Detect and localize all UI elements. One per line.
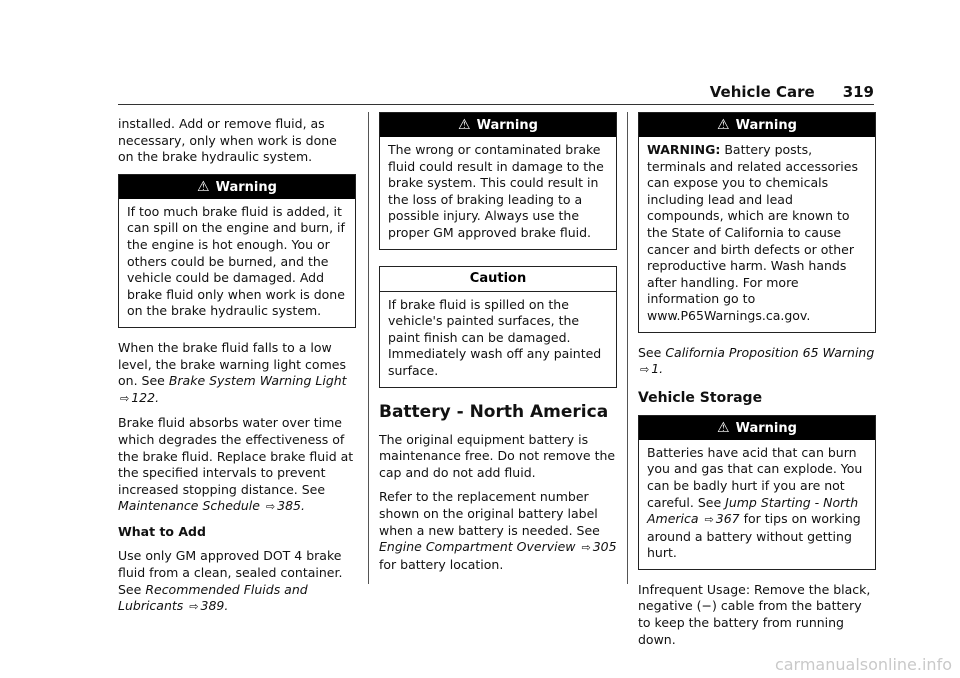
column-3 — [638, 116, 876, 656]
recommended-fluids-link[interactable]: Recommended Fluids and Lubricants — [118, 581, 308, 614]
engine-compartment-link[interactable]: Engine Compartment Overview — [379, 539, 576, 555]
warning-title: Warning — [735, 118, 797, 133]
dot4-paragraph — [118, 548, 356, 615]
column-divider-2 — [627, 112, 628, 584]
page-ref-icon: ⇨ — [120, 391, 130, 405]
intro-paragraph: installed. Add or remove fluid, as necessary, only when work is done on the brake hydraulic system. — [118, 116, 337, 165]
vehicle-storage-heading: Vehicle Storage — [638, 389, 763, 406]
page-ref-icon: ⇨ — [704, 513, 714, 527]
warning-text: The wrong or contaminated brake fluid could result in damage to the brake system. This could result in the loss of braking leading to a possible injury. Always use the proper GM approved brake fluid. — [388, 142, 604, 240]
column-2 — [379, 116, 617, 581]
warning-header — [639, 416, 875, 440]
what-to-add-subhead: What to Add — [118, 523, 206, 539]
page-ref[interactable]: 389. — [200, 598, 229, 614]
warning-text — [639, 137, 875, 332]
page-header — [710, 84, 874, 104]
warning-box-prop65 — [638, 112, 876, 333]
page-ref[interactable]: 1. — [651, 361, 664, 377]
paragraph-text: for battery location. — [379, 556, 504, 572]
see-prop65-paragraph — [638, 345, 876, 379]
warning-title: Warning — [476, 118, 538, 133]
page-ref-icon: ⇨ — [640, 363, 650, 377]
infrequent-usage-paragraph: Infrequent Usage: Remove the black, negative (−) cable from the battery to keep the battery from running down. — [638, 581, 871, 647]
warning-lead: WARNING: — [647, 142, 721, 157]
paragraph-text: See — [638, 344, 662, 360]
column-1 — [118, 116, 356, 624]
warning-title: Warning — [215, 179, 277, 195]
maintenance-schedule-link[interactable]: Maintenance Schedule — [118, 498, 260, 514]
paragraph-text: Brake fluid absorbs water over time which degrades the effectiveness of the brake fluid. Replace brake fluid at the specified intervals to prevent increased stopping distance. See — [118, 415, 354, 497]
page-ref[interactable]: 367 — [715, 511, 740, 527]
battery-replacement-paragraph — [379, 489, 617, 573]
page-ref-icon: ⇨ — [265, 500, 276, 514]
warning-text: If too much brake fluid is added, it can spill on the engine and burn, if the engine is hot enough. You or others could be burned, and the vehicle could be damaged. Add brake fluid only when work is done on the brake hydraulic system. — [127, 203, 345, 319]
warning-header — [639, 113, 875, 137]
warning-body: Batteries have acid that can burn you and gas that can explode. You can be badly hurt if you are not careful. See — [647, 444, 863, 510]
paragraph-text: Refer to the replacement number shown on the original battery label when a new battery is needed. See — [379, 489, 600, 538]
watermark: carmanualsonline.info — [774, 655, 952, 675]
absorbs-water-paragraph — [118, 415, 356, 516]
warning-box-contaminated — [379, 112, 617, 250]
battery-heading: Battery - North America — [379, 401, 609, 422]
page-ref[interactable]: 385. — [277, 498, 305, 514]
warning-body: Battery posts, terminals and related accessories can expose you to chemicals including lead and lead compounds, which are known to the State of California to cause cancer and birth defects or other reproductive harm. Wash hands after handling. For more information go to www.P65Warnings.ca.gov. — [647, 142, 858, 323]
warning-triangle-icon: ⚠ — [717, 117, 730, 133]
warning-title: Warning — [735, 420, 797, 436]
jump-starting-link[interactable]: Jump Starting - North America — [647, 494, 859, 527]
page-ref-icon: ⇨ — [189, 600, 199, 614]
section-title: Vehicle Care — [709, 83, 815, 101]
page-ref[interactable]: 122. — [131, 389, 160, 405]
warning-triangle-icon: ⚠ — [458, 117, 471, 133]
warning-box-overfill — [118, 174, 356, 328]
caution-text: If brake fluid is spilled on the vehicle's painted surfaces, the paint finish can be damaged. Immediately wash off any painted surface. — [388, 296, 602, 378]
warning-header — [380, 113, 616, 137]
page-number: 319 — [842, 83, 874, 101]
caution-header: Caution — [380, 267, 616, 292]
warning-triangle-icon: ⚠ — [717, 419, 730, 436]
page-ref[interactable]: 305 — [592, 539, 617, 555]
warning-box-acid — [638, 415, 876, 570]
paragraph-text: When the brake fluid falls to a low level, the brake warning light comes on. See — [118, 339, 346, 389]
warning-header — [119, 175, 355, 199]
header-divider — [118, 104, 874, 105]
low-level-paragraph — [118, 340, 356, 407]
battery-maintenance-paragraph: The original equipment battery is maintenance free. Do not remove the cap and do not add fluid. — [379, 431, 616, 480]
page-ref-icon: ⇨ — [581, 541, 591, 555]
warning-triangle-icon: ⚠ — [197, 178, 210, 195]
paragraph-text: Use only GM approved DOT 4 brake fluid from a clean, sealed container. See — [118, 548, 343, 597]
brake-warning-light-link[interactable]: Brake System Warning Light — [168, 373, 347, 389]
warning-text — [639, 440, 875, 569]
warning-body: for tips on working around a battery without getting hurt. — [647, 511, 861, 561]
caution-box-paint — [379, 266, 617, 388]
column-divider-1 — [368, 112, 369, 584]
prop65-link[interactable]: California Proposition 65 Warning — [665, 344, 875, 360]
